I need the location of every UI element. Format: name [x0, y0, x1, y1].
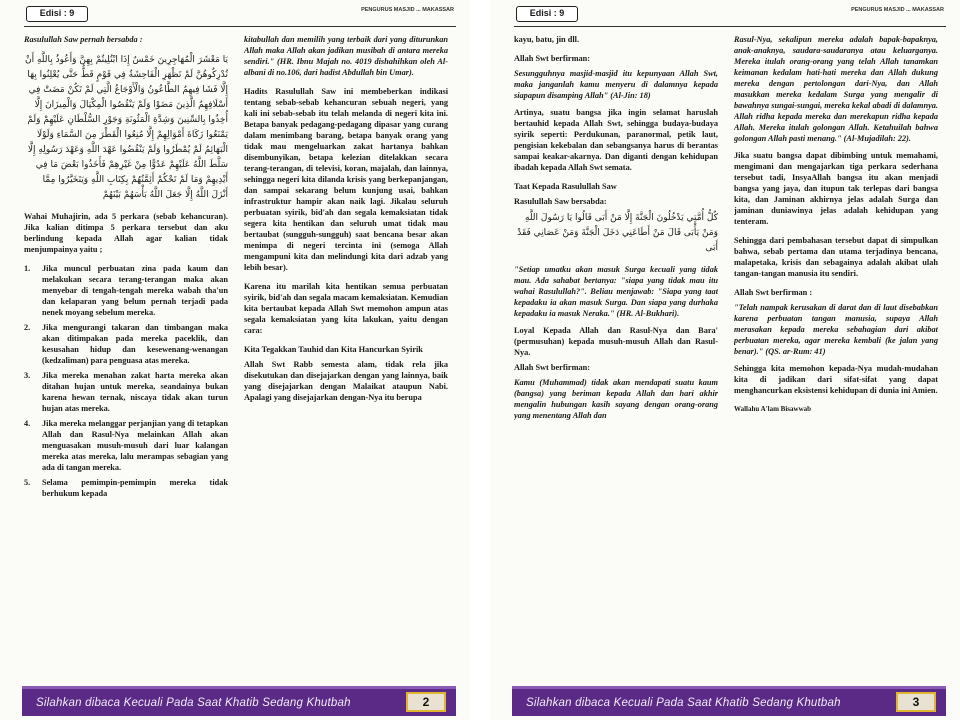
paragraph: kayu, batu, jin dll.: [514, 35, 580, 44]
footer-banner: [512, 686, 946, 716]
section-heading: Rasulullah Saw bersabda:: [514, 197, 607, 206]
paragraph: Hadits Rasulullah Saw ini membeberkan indikasi tentang sebab-sebab kehancuran sebuah negeri, yang kali ini sebab-sebab itu telah melanda di negeri kita ini. Betapa banyak pedagang-pedagang dipasar yang curang dalam menimbang barang, betapa banyak orang yang tidak mau mengeluarkan zakat hartanya bahkan disembunyikan, betapa kelezian ditelakkan secara terang-terangan, di televisi, koran, majalah, dan lainnya, sehingga negeri kita dilanda krisis yang berkepanjangan, dan sampai sekarang belum kunjung usai, bahkan infrastruktur hampir akan naik lagi. Jikalau seluruh perbuatan syirik, bid'ah dan segala kemaksiatan tidak segera kita hentikan dan seluruh umat tidak mau bertaubat (sungguh-sungguh) saat bencana besar akan menimpa di negeri tercinta ini (semoga Allah mengampuni kita dan melindungi kita dari adzab yang lebih besar).: [244, 87, 448, 272]
header-divider: [514, 26, 946, 27]
footer-text: Silahkan dibaca Kecuali Pada Saat Khatib Sedang Khutbah: [36, 696, 351, 709]
list-item: [24, 370, 228, 414]
quran-quote: Rasul-Nya, sekalipun mereka adalah bapak-bapaknya, anak-anaknya, saudara-saudaranya atau keluarganya. Mereka itulah orang-orang yang telah Allah tanamkan keimanan kedalam hati-hati mereka dan Allah dukung mereka dengan pertolongan dari-Nya, dan Allah masukkan mereka kedalam Surga yang mengalir di bawahnya sungai-sungai, mereka kekal abadi di dalamnya. Allah ridha kepada mereka dan merekapun ridha kepada Allah. Mereka itulah golongan Allah. Ketahuilah bahwa golongan Allah pasti menang." (Al-Mujadilah: 22).: [734, 35, 938, 143]
hadith-quote: "Setiap umatku akan masuk Surga kecuali yang tidak mau. Ada sahabat bertanya: "siapa yang tidak mau itu wahai Rasulullah?". Beliau menjawab: "Siapa yang taat kepadaku ia akan masuk Surga. Dan siapa yang durhaka kepadaku ia masuk Neraka." (HR. Al-Bukhari).: [514, 265, 718, 318]
section-heading: Kita Tegakkan Tauhid dan Kita Hancurkan Syirik: [244, 345, 423, 354]
quran-quote: Kamu (Muhammad) tidak akan mendapati suatu kaum (bangsa) yang beriman kepada Allah dan hari akhir mengalin hubungan kasih sayang dengan orang-orang yang menentang Allah dan: [514, 378, 718, 420]
publisher-header: PENGURUS MASJID ... MAKASSAR: [851, 7, 944, 13]
arabic-hadith: يَا مَعْشَرَ الْمُهَاجِرِينَ خَمْسٌ إِذَا ابْتُلِيتُمْ بِهِنَّ وَأَعُوذُ بِاللَّهِ أَنْ تُدْرِكُوهُنَّ لَمْ تَظْهَرِ الْفَاحِشَةُ فِي قَوْمٍ قَطُّ حَتَّى يُعْلِنُوا بِهَا إِلَّا فَشَا فِيهِمُ الطَّاعُونُ وَالْأَوْجَاعُ الَّتِي لَمْ تَكُنْ مَضَتْ فِي أَسْلَافِهِمُ الَّذِينَ مَضَوْا وَلَمْ يَنْقُصُوا الْمِكْيَالَ وَالْمِيزَانَ إِلَّا أُخِذُوا بِالسِّنِينَ وَشِدَّةِ الْمَئُونَةِ وَجَوْرِ السُّلْطَانِ عَلَيْهِمْ وَلَمْ يَمْنَعُوا زَكَاةَ أَمْوَالِهِمْ إِلَّا مُنِعُوا الْقَطْرَ مِنَ السَّمَاءِ وَلَوْلَا الْبَهَائِمُ لَمْ يُمْطَرُوا وَلَمْ يَنْقُضُوا عَهْدَ اللَّهِ وَعَهْدَ رَسُولِهِ إِلَّا سَلَّطَ اللَّهُ عَلَيْهِمْ عَدُوًّا مِنْ غَيْرِهِمْ فَأَخَذُوا بَعْضَ مَا فِي أَيْدِيهِمْ وَمَا لَمْ تَحْكُمْ أَئِمَّتُهُمْ بِكِتَابِ اللَّهِ وَيَتَخَيَّرُوا مِمَّا أَنْزَلَ اللَّهُ إِلَّا جَعَلَ اللَّهُ بَأْسَهُمْ بَيْنَهُمْ: [24, 55, 228, 200]
paragraph: Artinya, suatu bangsa jika ingin selamat haruslah bertauhid kepada Allah Swt, sehingga budaya-budaya syirik seperti: Perdukunan, paranormal, petik laut, pengisian kekebalan dan sebangsanya harus di berantas sampai keakar-akarnya. Dan diganti dengan kehidupan ibadah kepada Allah Swt semata.: [514, 108, 718, 172]
page-number: 2: [406, 692, 446, 712]
quran-quote: Sesungguhnya masjid-masjid itu kepunyaan Allah Swt, maka janganlah kamu menyeru di dalamnya kepada siapapun disamping Allah" (Al-Jin: 18): [514, 69, 718, 100]
list-text: Jika mengurangi takaran dan timbangan maka akan ditimpakan pada mereka paceklik, dan kesusahan hidup dan kesewenang-wenangan (kedzaliman) para penguasa atas mereka.: [42, 323, 228, 365]
arabic-hadith: كُلُّ أُمَّتِي يَدْخُلُونَ الْجَنَّةَ إِلَّا مَنْ أَبَى قَالُوا يَا رَسُولَ اللَّهِ وَمَنْ يَأْبَى قَالَ مَنْ أَطَاعَنِي دَخَلَ الْجَنَّةَ وَمَنْ عَصَانِي فَقَدْ أَبَى: [517, 213, 718, 253]
paragraph: Jika suatu bangsa dapat dibimbing untuk memahami, mengimani dan mengajarkan tiga perkara sederhana tersebut tadi, InsyaAllah bangsa itu akan menjadi bangsa yang jaya, dan itupun tak terlepas dari bangsa kita, dan Jaminan akhirnya jelas adalah Surga dan jaminan duniawinya jelas adalah kehidupan yang tenteram.: [734, 151, 938, 226]
list-item: [24, 263, 228, 318]
edition-badge: Edisi : 9: [26, 6, 88, 22]
footer-banner: [22, 686, 456, 716]
section-heading: Allah Swt berfirman :: [734, 288, 813, 297]
paragraph: Allah Swt Rabb semesta alam, tidak rela jika disekutukan dan disejajarkan dengan yang lainnya, baik yang disejajarkan dengan Malaikat ataupun Nabi. Apalagi yang disejajarkan dengan-Nya itu berupa: [244, 360, 448, 402]
header-divider: [24, 26, 456, 27]
section-heading: Allah Swt berfirman:: [514, 363, 591, 372]
column-left-1: [24, 34, 228, 684]
list-text: Jika mereka menahan zakat harta mereka akan ditahan hujan untuk mereka, seandainya bukan karena hewan ternak, niscaya tidak akan turun hujan atas mereka.: [42, 371, 228, 413]
column-right-2: [734, 34, 938, 684]
quran-quote: "Telah nampak kerusakan di darat dan di laut disebabkan karena perbuatan tangan manusia, supaya Allah merasakan kepada mereka sebahagian dari akibat perbuatan mereka, agar mereka kembali (ke jalan yang benar)." (QS. ar-Rum: 41): [734, 303, 938, 356]
list-number: 5.: [24, 478, 31, 487]
paragraph: Sehingga dari pembahasan tersebut dapat di simpulkan bahwa, sebab pertama dan utama terjadinya bencana, malapetaka, krisis dan sebagainya adalah akibat ulah tangan-tangan manusia itu sendiri.: [734, 236, 938, 278]
page-number: 3: [896, 692, 936, 712]
footer-text: Silahkan dibaca Kecuali Pada Saat Khatib Sedang Khutbah: [526, 696, 841, 709]
page-right: [490, 0, 960, 720]
five-matters-list: [24, 263, 228, 499]
list-text: Selama pemimpin-pemimpin mereka tidak berhukum kepada: [42, 478, 228, 498]
hadith-citation: kitabullah dan memilih yang terbaik dari yang diturunkan Allah maka Allah akan jadikan musibah di antara mereka sendiri." (HR. Ibnu Majah no. 4019 dishahihkan oleh Al-albani di no.106, dari hadist Abdullah bin Umar).: [244, 35, 448, 77]
list-text: Jika muncul perbuatan zina pada kaum dan melakukan secara terang-terangan maka akan menyebar di tengah-tengah mereka wabah tha'un dan kelaparan yang belum pernah terjadi pada nenek moyang sebelum mereka.: [42, 264, 228, 317]
column-right-1: [514, 34, 718, 684]
list-number: 4.: [24, 419, 31, 428]
list-number: 1.: [24, 264, 31, 273]
edition-badge: Edisi : 9: [516, 6, 578, 22]
section-heading: Loyal Kepada Allah dan Rasul-Nya dan Bara' (permusuhan) kepada musuh-musuh Allah dan Rasul-Nya.: [514, 326, 718, 357]
list-text: Jika mereka melanggar perjanjian yang di tetapkan Allah dan Rasul-Nya melainkan Allah akan menguasakan musuh-musuh dari luar kalangan mereka atas mereka, lalu merampas sebagian yang ada di tangan mereka.: [42, 419, 228, 472]
list-item: [24, 477, 228, 499]
section-heading: Allah Swt berfirman:: [514, 54, 591, 63]
section-heading: Taat Kepada Rasulullah Saw: [514, 182, 617, 191]
list-item: [24, 418, 228, 473]
paragraph: Sehingga kita memohon kepada-Nya mudah-mudahan kita di jadikan dari sifat-sifat yang dapat menghancurkan eksistensi kehidupan di dunia ini Amien.: [734, 364, 938, 395]
list-number: 2.: [24, 323, 31, 332]
page-left: [0, 0, 470, 720]
list-item: [24, 322, 228, 366]
publisher-header: PENGURUS MASJID ... MAKASSAR: [361, 7, 454, 13]
paragraph: Karena itu marilah kita hentikan semua perbuatan syirik, bid'ah dan segala macam kemaksiatan. Kemudian kita bertaubat kepada Allah Swt memohon ampun atas segala kemaksiatan yang kita lakukan, yaitu dengan cara:: [244, 282, 448, 335]
list-number: 3.: [24, 371, 31, 380]
column-left-2: [244, 34, 448, 684]
intro-line: Rasulullah Saw pernah bersabda :: [24, 35, 143, 44]
page-gutter: [470, 0, 490, 720]
paragraph: Wahai Muhajirin, ada 5 perkara (sebab kehancuran). Jika kalian ditimpa 5 perkara tersebut dan aku berlindung kepada Allah agar kalian tidak menjumpainya yaitu ;: [24, 212, 228, 254]
closing-signature: Wallahu A'lam Bisawwab: [734, 405, 812, 413]
